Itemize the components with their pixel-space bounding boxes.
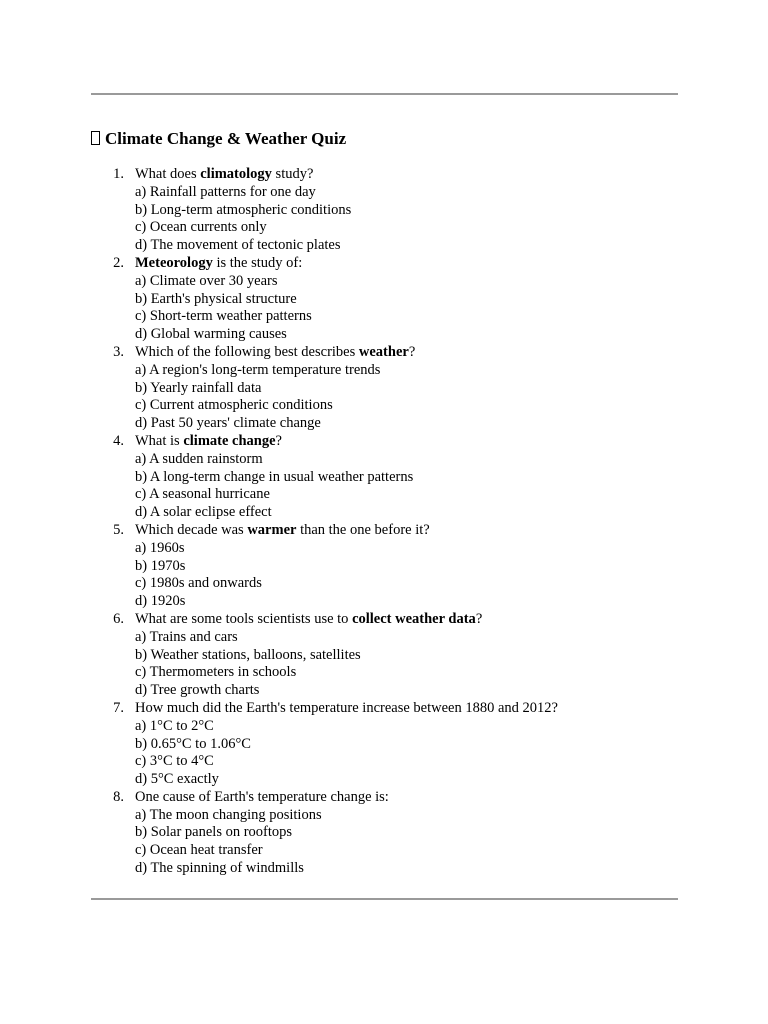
answer-option-a: a) 1°C to 2°C: [135, 717, 214, 734]
answer-option-b: b) Weather stations, balloons, satellites: [135, 646, 361, 663]
answer-option-a: a) A region's long-term temperature trends: [135, 361, 381, 378]
answer-option-b: b) 0.65°C to 1.06°C: [135, 735, 251, 752]
question-item: [108, 789, 668, 878]
answer-option-d: d) Past 50 years' climate change: [135, 415, 321, 432]
question-item: [108, 700, 668, 789]
question-item: [108, 433, 668, 522]
quiz-title: [91, 128, 346, 150]
answer-option-d: d) A solar eclipse effect: [135, 504, 272, 521]
answer-option-c: c) A seasonal hurricane: [135, 486, 270, 503]
answer-option-a: a) Climate over 30 years: [135, 272, 278, 289]
question-text-start: How much did the Earth's temperature increase between 1880 and 2012?: [135, 699, 558, 716]
question-item: [108, 166, 668, 255]
answer-option-c: c) Ocean heat transfer: [135, 842, 263, 859]
answer-option-c: c) Current atmospheric conditions: [135, 397, 333, 414]
question-text-start: What does: [135, 166, 201, 182]
answer-option-a: a) A sudden rainstorm: [135, 450, 263, 467]
question-text: [135, 611, 668, 629]
answer-option-b: b) Long-term atmospheric conditions: [135, 201, 352, 218]
answer-option-c: c) 1980s and onwards: [135, 575, 262, 592]
answer-option-a: a) 1960s: [135, 539, 185, 556]
question-text-start: Which of the following best describes: [135, 343, 359, 360]
question-number: 6.: [113, 610, 124, 627]
question-text: [135, 789, 668, 807]
answer-option-a: a) Rainfall patterns for one day: [135, 183, 316, 200]
question-keyword: climate change: [183, 432, 276, 449]
answer-option-a: a) Trains and cars: [135, 628, 238, 645]
question-text-end: ?: [408, 343, 416, 360]
answer-option-b: b) 1970s: [135, 557, 186, 574]
bottom-divider: [91, 898, 678, 900]
answer-option-b: b) Yearly rainfall data: [135, 379, 262, 396]
question-text-end: study?: [271, 166, 314, 182]
question-text: [135, 522, 668, 540]
question-keyword: warmer: [247, 521, 297, 538]
answer-option-c: c) Ocean currents only: [135, 219, 267, 236]
question-number: 7.: [113, 699, 124, 716]
question-text-start: What is: [135, 432, 184, 449]
answer-option-b: b) Solar panels on rooftops: [135, 824, 293, 841]
question-item: [108, 344, 668, 433]
answer-option-d: d) The spinning of windmills: [135, 860, 304, 877]
question-text: [135, 700, 668, 718]
question-text-start: What are some tools scientists use to: [135, 610, 353, 627]
question-text: [135, 166, 668, 184]
answer-option-d: d) 5°C exactly: [135, 771, 219, 788]
answer-option-c: c) Short-term weather patterns: [135, 308, 312, 325]
question-text-start: One cause of Earth's temperature change is:: [135, 788, 389, 805]
answer-option-b: b) A long-term change in usual weather patterns: [135, 468, 414, 485]
answer-option-b: b) Earth's physical structure: [135, 290, 297, 307]
question-number: 8.: [113, 788, 124, 805]
answer-option-c: c) Thermometers in schools: [135, 664, 297, 681]
question-keyword: collect weather data: [352, 610, 476, 627]
answer-option-d: d) 1920s: [135, 593, 186, 610]
question-number: 5.: [113, 521, 124, 538]
question-text: [135, 344, 668, 362]
question-item: [108, 611, 668, 700]
top-divider: [91, 93, 678, 95]
question-number: 4.: [113, 432, 124, 449]
answer-option-d: d) Tree growth charts: [135, 682, 260, 699]
question-list: [108, 166, 668, 878]
question-text-end: ?: [475, 610, 483, 627]
question-number: 1.: [113, 166, 124, 182]
page-icon: [91, 131, 100, 145]
question-text: [135, 433, 668, 451]
answer-option-a: a) The moon changing positions: [135, 806, 322, 823]
question-text: [135, 255, 668, 273]
question-number: 3.: [113, 343, 124, 360]
question-text-end: ?: [275, 432, 282, 449]
question-keyword: climatology: [200, 166, 272, 182]
question-item: [108, 255, 668, 344]
question-keyword: weather: [358, 343, 409, 360]
quiz-title-text: Climate Change & Weather Quiz: [105, 129, 347, 148]
question-keyword: Meteorology: [135, 254, 213, 271]
answer-option-c: c) 3°C to 4°C: [135, 753, 214, 770]
answer-option-d: d) Global warming causes: [135, 326, 287, 343]
question-text-end: is the study of:: [212, 254, 303, 271]
question-number: 2.: [113, 254, 124, 271]
question-text-start: Which decade was: [135, 521, 248, 538]
question-text-end: than the one before it?: [296, 521, 430, 538]
question-item: [108, 522, 668, 611]
answer-option-d: d) The movement of tectonic plates: [135, 237, 341, 254]
